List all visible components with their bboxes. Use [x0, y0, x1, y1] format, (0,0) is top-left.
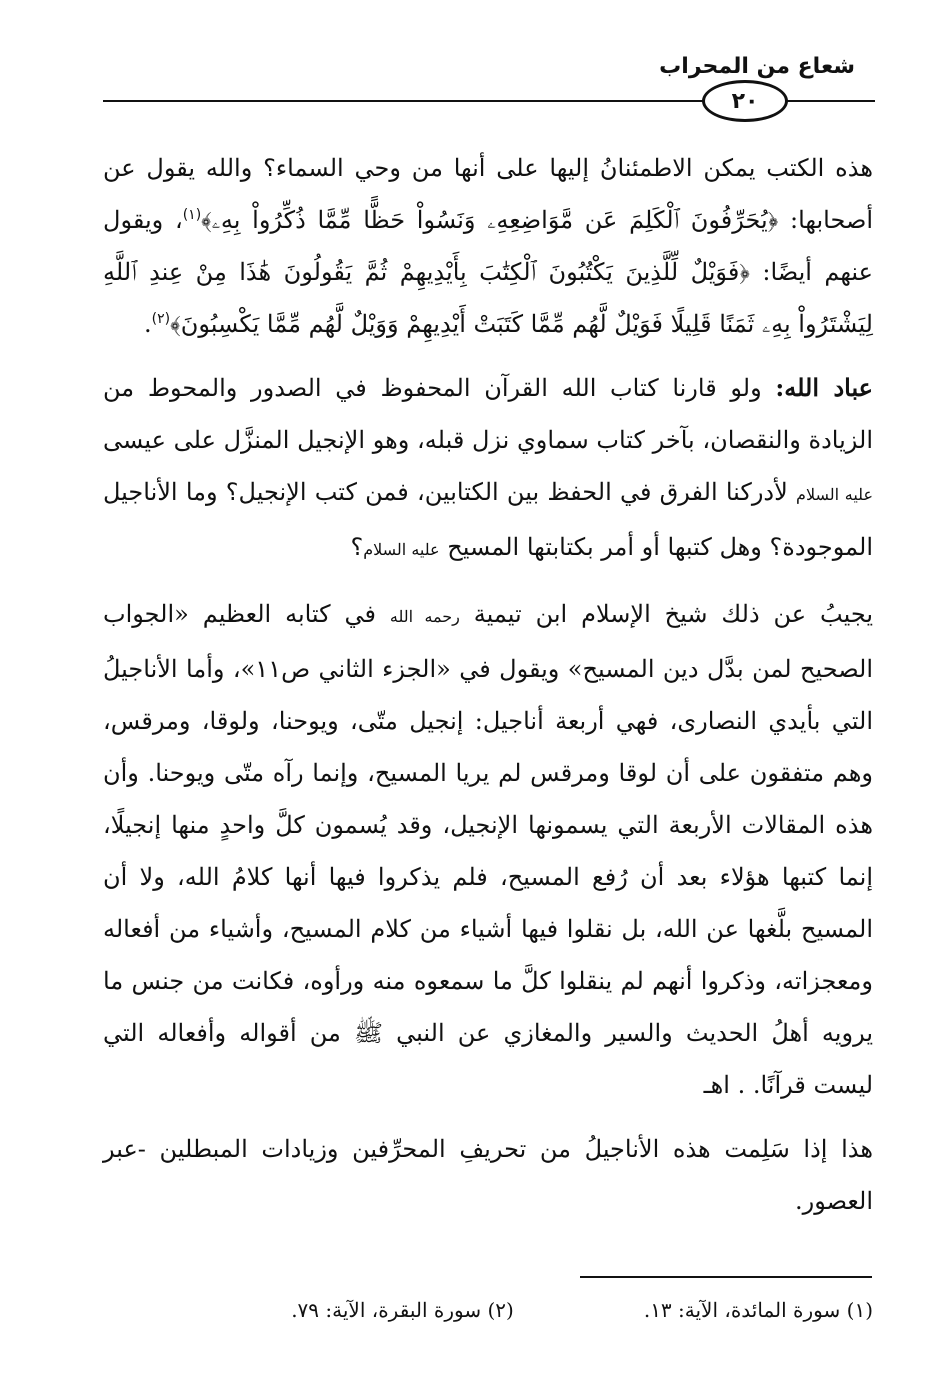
p1-intro: هذه الكتب يمكن الاطمئنانُ إليها على أنها من وحي السماء؟ والله يقول عن أصحابها:	[103, 154, 874, 234]
p2-lead: عباد الله:	[775, 373, 874, 402]
paragraph-1	[103, 142, 873, 350]
quran-verse-1: ﴿يُحَرِّفُونَ ٱلْكَلِمَ عَن مَّوَاضِعِهِۦ وَنَسُواْ حَظًّا مِّمَّا ذُكِّرُواْ بِهِۦ﴾	[201, 206, 779, 234]
footnote-1: (١) سورة المائدة، الآية: ١٣.	[643, 1298, 873, 1322]
footnote-ref-2: (٢)	[151, 311, 171, 327]
p3-text-a: يجيبُ عن ذلك شيخ الإسلام ابن تيمية	[459, 600, 873, 628]
honorific-ligature: رحمه الله	[389, 607, 460, 626]
p2-text-a: ولو قارنا كتاب الله القرآن المحفوظ في الصدور والمحوط من الزيادة والنقصان، بآخر كتاب سماوي نزل قبله، وهو الإنجيل المنزَّل على عيسى	[103, 374, 873, 454]
footnotes	[103, 1294, 873, 1326]
p1-end: .	[143, 310, 152, 338]
footnote-rule	[580, 1276, 872, 1278]
quran-verse-2: ﴿فَوَيْلٌ لِّلَّذِينَ يَكْتُبُونَ ٱلْكِتَٰبَ بِأَيْدِيهِمْ ثُمَّ يَقُولُونَ هَٰذَا مِنْ عِندِ ٱللَّهِ لِيَشْتَرُواْ بِهِۦ ثَمَنًا قَلِيلًا فَوَيْلٌ لَّهُم مِّمَّا كَتَبَتْ أَيْدِيهِمْ وَوَيْلٌ لَّهُم مِّمَّا يَكْسِبُونَ﴾	[103, 258, 873, 338]
honorific-ligature: عليه السلام	[363, 540, 440, 559]
paragraph-3	[103, 588, 873, 1111]
honorific-ligature: عليه السلام	[796, 485, 874, 504]
page-number: ٢٠	[702, 80, 788, 122]
p1-mid: ، ويقول عنهم أيضًا:	[103, 206, 873, 286]
honorific-ligature: ﷺ	[354, 1019, 384, 1047]
p2-text-b: لأدركنا الفرق في الحفظ بين الكتابين، فمن كتب الإنجيل؟ وما الأناجيل الموجودة؟ وهل كتبها أو أمر بكتابتها المسيح	[103, 478, 873, 561]
p4-text: هذا إذا سَلِمت هذه الأناجيلُ من تحريفِ المحرِّفين وزيادات المبطلين -عبر العصور.	[103, 1135, 873, 1215]
p3-text-c: من أقواله وأفعاله التي ليست قرآنًا. . اهـ	[103, 1019, 873, 1099]
paragraph-2	[103, 362, 873, 576]
p3-text-b: في كتابه العظيم «الجواب الصحيح لمن بدَّل دين المسيح» ويقول في «الجزء الثاني ص١١»، وأما الأناجيلُ التي بأيدي النصارى، فهي أربعة أناجيل: إنجيل متّى، ويوحنا، ولوقا، ومرقس، وهم متفقون على أن لوقا ومرقس لم يريا المسيح، وإنما رآه متّى ويوحنا. وأن هذه المقالات الأربعة التي يسمونها الإنجيل، وقد يُسمون كلَّ واحدٍ منها إنجيلًا، إنما كتبها هؤلاء بعد أن رُفع المسيح، فلم يذكروا فيها أنها كلامُ الله، ولا أن المسيح بلَّغها عن الله، بل نقلوا فيها أشياء من كلام المسيح، وأشياء من أفعاله ومعجزاته، وذكروا أنهم لم ينقلوا كلَّ ما سمعوه منه ورأوه، فكانت من جنس ما يرويه أهلُ الحديث والسير والمغازي عن النبي	[103, 600, 873, 1047]
paragraph-4	[103, 1123, 873, 1227]
running-title: شعاع من المحراب	[659, 54, 855, 79]
footnote-ref-1: (١)	[182, 207, 202, 223]
body-text	[103, 142, 873, 1239]
p2-text-c: ؟	[350, 533, 364, 561]
footnote-2: (٢) سورة البقرة، الآية: ٧٩.	[291, 1298, 514, 1322]
